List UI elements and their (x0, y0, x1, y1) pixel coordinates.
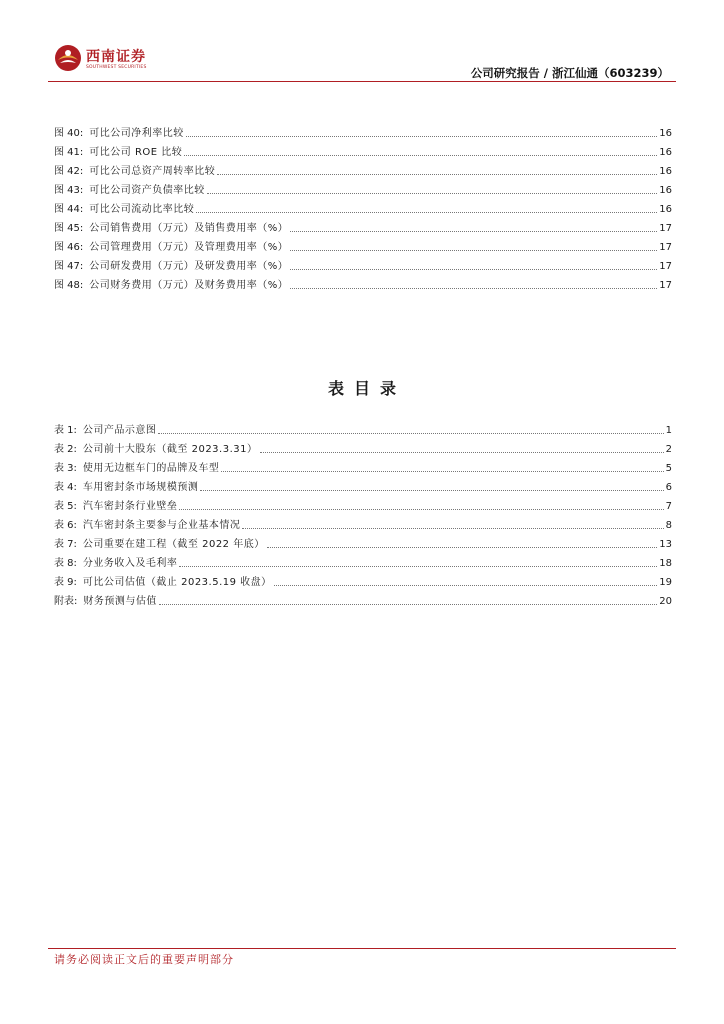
toc-leader-dots (290, 288, 657, 289)
toc-entry-page: 17 (659, 242, 672, 253)
toc-entry-title: 可比公司估值（截止 2023.5.19 收盘） (82, 577, 272, 588)
toc-entry-table-9[interactable]: 表 9 : 可比公司估值（截止 2023.5.19 收盘） 19 (54, 577, 672, 588)
header-divider (48, 81, 676, 82)
toc-entry-figure-40[interactable]: 图 40 : 可比公司净利率比较 16 (54, 128, 672, 139)
toc-entry-page: 19 (659, 577, 672, 588)
toc-leader-dots (221, 471, 663, 472)
toc-leader-dots (290, 269, 657, 270)
toc-leader-dots (267, 547, 658, 548)
toc-entry-page: 17 (659, 261, 672, 272)
toc-leader-dots (158, 433, 663, 434)
toc-entry-title: 公司销售费用（万元）及销售费用率（%） (89, 223, 289, 234)
toc-entry-table-7[interactable]: 表 7 : 公司重要在建工程（截至 2022 年底） 13 (54, 539, 672, 550)
toc-entry-page: 16 (659, 185, 672, 196)
toc-entry-title: 财务预测与估值 (83, 596, 157, 607)
toc-entry-label: 表 1 (54, 425, 74, 436)
toc-entry-label: 表 4 (54, 482, 74, 493)
toc-leader-dots (260, 452, 664, 453)
toc-entry-page: 1 (665, 425, 672, 436)
toc-entry-title: 可比公司流动比率比较 (89, 204, 195, 215)
toc-entry-page: 13 (659, 539, 672, 550)
toc-entry-title: 公司产品示意图 (82, 425, 157, 436)
toc-entry-table-4[interactable]: 表 4 : 车用密封条市场规模预测 6 (54, 482, 672, 493)
toc-leader-dots (242, 528, 663, 529)
toc-entry-label: 图 45 (54, 223, 80, 234)
toc-entry-figure-42[interactable]: 图 42 : 可比公司总资产周转率比较 16 (54, 166, 672, 177)
toc-entry-label: 图 40 (54, 128, 80, 139)
toc-entry-label: 表 2 (54, 444, 74, 455)
toc-entry-title: 汽车密封条行业壁垒 (82, 501, 178, 512)
toc-entry-title: 公司重要在建工程（截至 2022 年底） (82, 539, 265, 550)
toc-entry-page: 7 (665, 501, 672, 512)
toc-entry-figure-46[interactable]: 图 46 : 公司管理费用（万元）及管理费用率（%） 17 (54, 242, 672, 253)
toc-entry-label: 图 48 (54, 280, 80, 291)
table-toc-list (54, 418, 672, 608)
toc-entry-figure-47[interactable]: 图 47 : 公司研发费用（万元）及研发费用率（%） 17 (54, 261, 672, 272)
toc-entry-title: 公司研发费用（万元）及研发费用率（%） (89, 261, 289, 272)
table-toc-heading: 表目录 (327, 379, 406, 398)
toc-entry-label: 表 8 (54, 558, 74, 569)
toc-entry-title: 公司前十大股东（截至 2023.3.31） (82, 444, 258, 455)
toc-entry-page: 17 (659, 223, 672, 234)
toc-entry-title: 可比公司总资产周转率比较 (89, 166, 216, 177)
toc-entry-label: 图 42 (54, 166, 80, 177)
toc-entry-table-1[interactable]: 表 1 : 公司产品示意图 1 (54, 425, 672, 436)
toc-entry-page: 2 (665, 444, 672, 455)
toc-leader-dots (207, 193, 657, 194)
toc-entry-label: 图 43 (54, 185, 80, 196)
footer-disclaimer: 请务必阅读正文后的重要声明部分 (54, 953, 234, 966)
toc-entry-page: 16 (659, 204, 672, 215)
figure-toc-list (54, 121, 672, 292)
toc-leader-dots (217, 174, 657, 175)
toc-entry-label: 表 6 (54, 520, 74, 531)
toc-entry-page: 8 (665, 520, 672, 531)
toc-entry-title: 汽车密封条主要参与企业基本情况 (82, 520, 241, 531)
toc-leader-dots (200, 490, 663, 491)
toc-leader-dots (159, 604, 657, 605)
toc-entry-page: 6 (665, 482, 672, 493)
toc-entry-label: 图 44 (54, 204, 80, 215)
toc-entry-table-2[interactable]: 表 2 : 公司前十大股东（截至 2023.3.31） 2 (54, 444, 672, 455)
toc-entry-table-5[interactable]: 表 5 : 汽车密封条行业壁垒 7 (54, 501, 672, 512)
toc-entry-page: 16 (659, 147, 672, 158)
toc-entry-label: 表 7 (54, 539, 74, 550)
toc-entry-title: 使用无边框车门的品牌及车型 (82, 463, 220, 474)
toc-entry-page: 20 (659, 596, 672, 607)
toc-entry-label: 图 46 (54, 242, 80, 253)
toc-entry-title: 可比公司 ROE 比较 (89, 147, 183, 158)
toc-leader-dots (184, 155, 657, 156)
toc-entry-figure-41[interactable]: 图 41 : 可比公司 ROE 比较 16 (54, 147, 672, 158)
toc-leader-dots (274, 585, 658, 586)
toc-leader-dots (290, 231, 657, 232)
toc-leader-dots (196, 212, 657, 213)
logo-english-name: SOUTHWEST SECURITIES (86, 65, 147, 70)
southwest-securities-logo-icon (54, 44, 82, 72)
toc-entry-title: 公司管理费用（万元）及管理费用率（%） (89, 242, 289, 253)
toc-entry-title: 可比公司净利率比较 (89, 128, 184, 139)
footer-divider (48, 948, 676, 949)
toc-entry-table-3[interactable]: 表 3 : 使用无边框车门的品牌及车型 5 (54, 463, 672, 474)
company-logo (54, 44, 154, 74)
toc-entry-label: 图 41 (54, 147, 80, 158)
toc-leader-dots (179, 566, 657, 567)
toc-entry-page: 17 (659, 280, 672, 291)
toc-entry-page: 16 (659, 166, 672, 177)
logo-chinese-name: 西南证券 (86, 49, 146, 65)
toc-entry-title: 可比公司资产负债率比较 (89, 185, 205, 196)
toc-entry-table-6[interactable]: 表 6 : 汽车密封条主要参与企业基本情况 8 (54, 520, 672, 531)
report-header-title: 公司研究报告 / 浙江仙通（603239） (470, 66, 669, 80)
toc-entry-table-8[interactable]: 表 8 : 分业务收入及毛利率 18 (54, 558, 672, 569)
toc-entry-page: 5 (665, 463, 672, 474)
toc-entry-label: 表 5 (54, 501, 74, 512)
toc-leader-dots (179, 509, 663, 510)
toc-entry-page: 16 (659, 128, 672, 139)
toc-entry-figure-43[interactable]: 图 43 : 可比公司资产负债率比较 16 (54, 185, 672, 196)
toc-entry-label: 附表 (54, 596, 74, 607)
toc-entry-figure-45[interactable]: 图 45 : 公司销售费用（万元）及销售费用率（%） 17 (54, 223, 672, 234)
toc-leader-dots (290, 250, 657, 251)
toc-entry-label: 表 3 (54, 463, 74, 474)
toc-leader-dots (186, 136, 657, 137)
toc-entry-figure-44[interactable]: 图 44 : 可比公司流动比率比较 16 (54, 204, 672, 215)
toc-entry-figure-48[interactable]: 图 48 : 公司财务费用（万元）及财务费用率（%） 17 (54, 280, 672, 291)
toc-entry-appendix-table[interactable]: 附表 : 财务预测与估值 20 (54, 596, 672, 607)
toc-entry-title: 车用密封条市场规模预测 (82, 482, 199, 493)
toc-entry-label: 图 47 (54, 261, 80, 272)
toc-entry-page: 18 (659, 558, 672, 569)
toc-entry-title: 分业务收入及毛利率 (82, 558, 178, 569)
toc-entry-title: 公司财务费用（万元）及财务费用率（%） (89, 280, 289, 291)
toc-entry-label: 表 9 (54, 577, 74, 588)
